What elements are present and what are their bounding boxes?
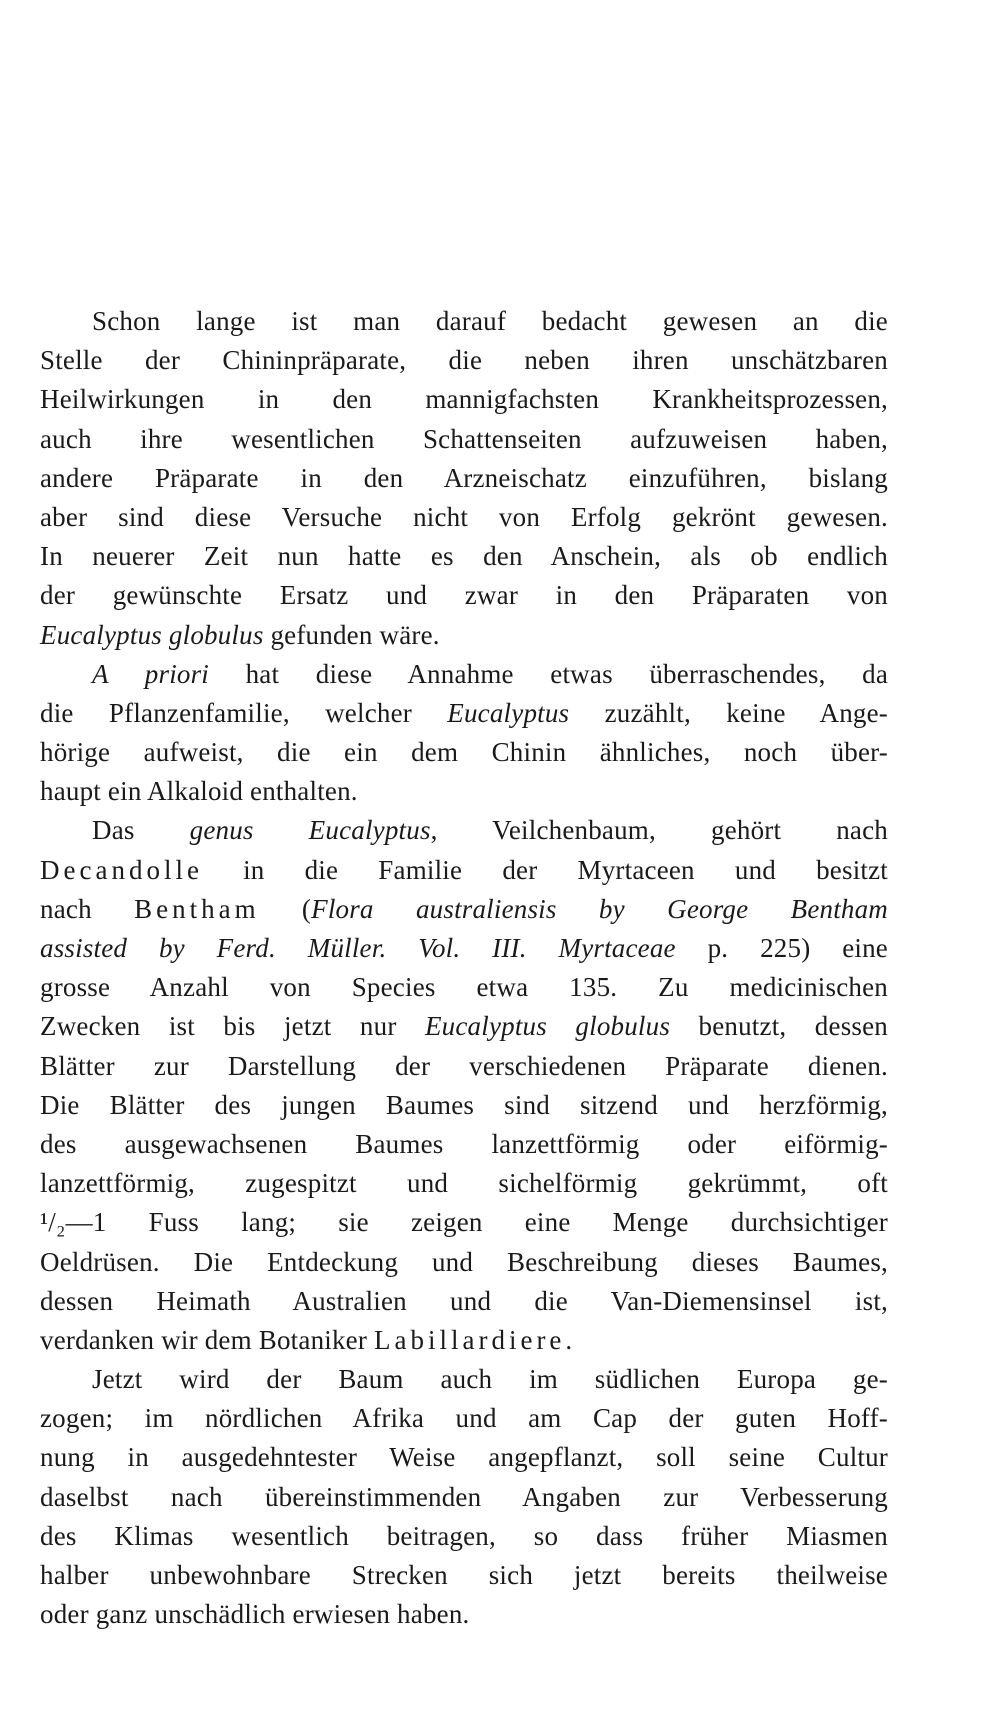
text-run: die Pflanzenfamilie, welcher [40,697,448,728]
text-line [40,459,888,498]
italic-text: A priori [92,658,210,689]
text-run: Jetzt wird der Baum auch im südlichen Europa ge- [92,1364,888,1395]
text-line [40,1047,888,1086]
italic-text: genus Eucalyptus [189,815,431,846]
text-line [40,1243,888,1282]
text-run: in die Familie der Myrtaceen und besitzt [202,854,888,885]
text-line [40,811,888,850]
text-line [40,968,888,1007]
text-run: aber sind diese Versuche nicht von Erfolg gekrönt gewesen. [40,501,888,532]
text-run: der gewünschte Ersatz und zwar in den Präparaten von [40,580,888,611]
text-line [40,733,888,772]
text-run: ( [259,893,312,924]
text-line [40,1164,888,1203]
text-line [40,1478,888,1517]
italic-text: Eucalyptus globulus [424,1011,671,1042]
text-line [40,537,888,576]
text-line [40,1438,888,1477]
paragraph [40,655,888,812]
text-line [40,1282,888,1321]
body-text [40,302,888,1634]
text-run: Heilwirkungen in den mannigfachsten Krankheitsprozessen, [40,384,888,415]
text-line [40,1321,888,1360]
text-run: . [565,1324,573,1355]
text-line [40,302,888,341]
italic-text: Eucalyptus [447,697,570,728]
text-run: Blätter zur Darstellung der verschiedenen Präparate dienen. [40,1050,888,1081]
text-run: hat diese Annahme etwas überraschendes, da [209,658,888,689]
text-run: Zwecken ist bis jetzt nur [40,1011,425,1042]
text-line [40,1556,888,1595]
text-run: In neuerer Zeit nun hatte es den Anschein, als ob endlich [40,541,888,572]
text-run: ¹/₂—1 Fuss lang; sie zeigen eine Menge durchsichtiger [40,1207,888,1238]
text-line [40,851,888,890]
text-run: Schon lange ist man darauf bedacht gewesen an die [92,306,888,336]
text-run: zuzählt, keine Ange- [569,697,888,728]
text-run: des ausgewachsenen Baumes lanzettförmig oder eiförmig- [40,1128,888,1159]
text-line [40,1125,888,1164]
text-run: Die Blätter des jungen Baumes sind sitzend und herzförmig, [40,1089,888,1120]
text-run: grosse Anzahl von Species etwa 135. Zu medicinischen [40,972,888,1003]
text-run: gefunden wäre. [263,619,440,650]
text-run: zogen; im nördlichen Afrika und am Cap der guten Hoff- [40,1403,888,1434]
text-line [40,890,888,929]
text-line [40,341,888,380]
text-line [40,1595,888,1634]
text-run: Stelle der Chininpräparate, die neben ihren unschätzbaren [40,345,888,376]
text-line [40,929,888,968]
text-run: , Veilchenbaum, gehört nach [430,815,888,846]
paragraph [40,302,888,655]
text-run: nach [40,893,135,924]
text-line [40,1360,888,1399]
text-run: verdanken wir dem Botaniker [40,1324,374,1355]
text-line [40,1007,888,1046]
text-run: Das [92,815,190,846]
text-line [40,1203,888,1242]
spaced-name: Decandolle [40,854,203,885]
text-line [40,1517,888,1556]
text-run: auch ihre wesentlichen Schattenseiten aufzuweisen haben, [40,423,888,454]
text-run: daselbst nach übereinstimmenden Angaben zur Verbesserung [40,1481,888,1512]
text-line [40,420,888,459]
italic-text: Flora australiensis by George Bentham [311,893,888,924]
text-run: hörige aufweist, die ein dem Chinin ähnliches, noch über- [40,737,888,768]
text-run: haupt ein Alkaloid enthalten. [40,776,358,807]
text-line [40,1399,888,1438]
text-run: halber unbewohnbare Strecken sich jetzt bereits theilweise [40,1560,888,1590]
text-run: lanzettförmig, zugespitzt und sichelförmig gekrümmt, oft [40,1168,888,1199]
text-line [40,772,888,811]
text-run: des Klimas wesentlich beitragen, so dass früher Miasmen [40,1520,888,1551]
text-run: p. 225) eine [675,933,888,963]
paragraph [40,1360,888,1634]
spaced-name: Bentham [134,893,260,924]
paragraph [40,811,888,1360]
text-line [40,694,888,733]
text-run: andere Präparate in den Arzneischatz einzuführen, bislang [40,462,888,493]
text-line [40,655,888,694]
text-run: nung in ausgedehntester Weise angepflanzt, soll seine Cultur [40,1442,888,1473]
spaced-name: Labillardiere [374,1324,566,1355]
text-line [40,498,888,537]
text-line [40,380,888,419]
text-run: Oeldrüsen. Die Entdeckung und Beschreibung dieses Baumes, [40,1246,888,1277]
text-run: dessen Heimath Australien und die Van-Diemensinsel ist, [40,1285,888,1316]
text-line [40,1086,888,1125]
text-line [40,576,888,615]
italic-text: assisted by Ferd. Müller. Vol. III. Myrtaceae [40,933,676,963]
text-line [40,616,888,655]
text-run: benutzt, dessen [670,1011,888,1042]
text-run: oder ganz unschädlich erwiesen haben. [40,1599,470,1630]
italic-text: Eucalyptus globulus [40,619,264,650]
